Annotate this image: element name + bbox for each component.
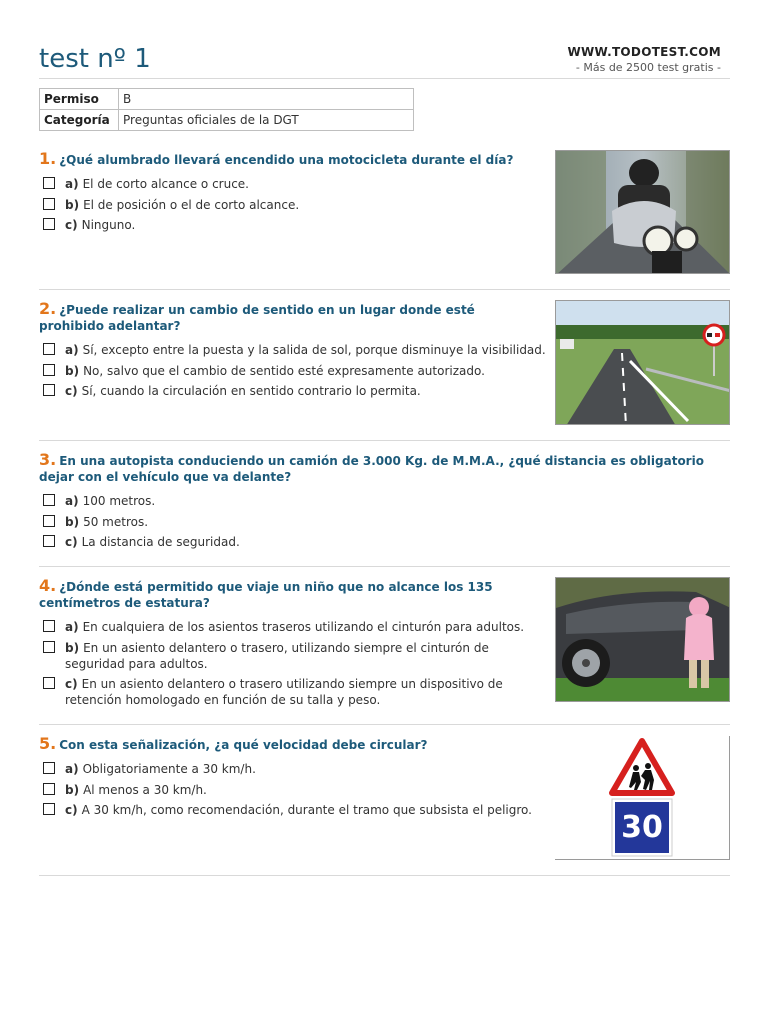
option-text: En cualquiera de los asientos traseros utilizando el cinturón para adultos. — [82, 620, 525, 634]
checkbox[interactable] — [43, 535, 55, 547]
checkbox[interactable] — [43, 198, 55, 210]
categoria-value: Preguntas oficiales de la DGT — [119, 110, 414, 131]
page-title: test nº 1 — [39, 44, 151, 74]
question-divider — [39, 566, 730, 567]
option-letter: b) — [65, 363, 80, 378]
answer-options — [39, 493, 539, 550]
option-letter: c) — [65, 803, 78, 817]
option-letter: a) — [65, 177, 79, 191]
question-divider — [39, 440, 730, 441]
traffic-signs-figure — [555, 736, 730, 860]
answer-option-b[interactable] — [39, 363, 549, 379]
option-letter: a) — [65, 762, 79, 776]
answer-options — [39, 176, 539, 233]
option-letter: c) — [65, 535, 78, 549]
answer-option-b[interactable] — [39, 782, 549, 798]
checkbox[interactable] — [43, 515, 55, 527]
children-warning-sign-icon — [612, 741, 672, 793]
categoria-label: Categoría — [40, 110, 119, 131]
checkbox[interactable] — [43, 803, 55, 815]
question-heading — [39, 452, 730, 485]
permiso-value: B — [119, 89, 414, 110]
option-text: A 30 km/h, como recomendación, durante el tramo que subsista el peligro. — [81, 803, 532, 817]
question-text: ¿Puede realizar un cambio de sentido en un lugar donde esté prohibido adelantar? — [39, 303, 475, 333]
answer-options — [39, 342, 549, 399]
option-text: Ninguno. — [81, 218, 136, 232]
question-heading — [39, 151, 529, 168]
meta-row-permiso — [40, 89, 414, 110]
option-letter: b) — [65, 640, 80, 655]
answer-option-b[interactable] — [39, 197, 539, 213]
option-letter: b) — [65, 197, 80, 212]
option-text: La distancia de seguridad. — [81, 535, 240, 549]
question-divider — [39, 289, 730, 290]
option-letter: b) — [65, 514, 80, 529]
option-text: El de corto alcance o cruce. — [82, 177, 249, 191]
option-letter: c) — [65, 677, 78, 691]
question-text: ¿Qué alumbrado llevará encendido una motocicleta durante el día? — [59, 153, 514, 167]
checkbox[interactable] — [43, 641, 55, 653]
answer-option-c[interactable] — [39, 802, 549, 818]
answer-option-c[interactable] — [39, 217, 539, 233]
option-text: En un asiento delantero o trasero, utilizando siempre el cinturón de seguridad para adultos. — [65, 640, 489, 671]
answer-option-b[interactable] — [39, 514, 539, 530]
option-text: Sí, excepto entre la puesta y la salida de sol, porque disminuye la visibilidad. — [82, 343, 546, 357]
question-number: 1. — [39, 149, 57, 168]
option-letter: b) — [65, 782, 80, 797]
question-number: 2. — [39, 299, 57, 318]
question-heading — [39, 578, 519, 611]
answer-option-a[interactable] — [39, 342, 549, 358]
option-text: No, salvo que el cambio de sentido esté expresamente autorizado. — [83, 363, 485, 378]
question-text: Con esta señalización, ¿a qué velocidad debe circular? — [59, 738, 428, 752]
checkbox[interactable] — [43, 494, 55, 506]
option-letter: a) — [65, 343, 79, 357]
answer-option-b[interactable] — [39, 640, 551, 672]
answer-option-a[interactable] — [39, 176, 539, 192]
answer-option-c[interactable] — [39, 383, 549, 399]
checkbox[interactable] — [43, 364, 55, 376]
site-url[interactable]: WWW.TODOTEST.COM — [567, 45, 721, 59]
meta-row-categoria — [40, 110, 414, 131]
question-number: 4. — [39, 576, 57, 595]
option-letter: c) — [65, 218, 78, 232]
option-text: Obligatoriamente a 30 km/h. — [82, 762, 256, 776]
checkbox[interactable] — [43, 620, 55, 632]
answer-option-a[interactable] — [39, 761, 549, 777]
question-divider — [39, 724, 730, 725]
answer-option-c[interactable] — [39, 534, 539, 550]
site-tagline: - Más de 2500 test gratis - — [575, 61, 721, 74]
question-divider — [39, 875, 730, 876]
child-car-photo — [555, 577, 730, 702]
answer-option-a[interactable] — [39, 493, 539, 509]
header-divider — [39, 78, 730, 79]
site-branding — [567, 45, 721, 74]
question-number: 5. — [39, 734, 57, 753]
option-letter: a) — [65, 620, 79, 634]
option-text: Al menos a 30 km/h. — [83, 782, 207, 797]
option-text: En un asiento delantero o trasero utilizando siempre un dispositivo de retención homologado en función de su talla y peso. — [65, 677, 503, 707]
answer-options — [39, 761, 549, 818]
checkbox[interactable] — [43, 343, 55, 355]
answer-options — [39, 619, 551, 708]
checkbox[interactable] — [43, 384, 55, 396]
motorcycle-photo — [555, 150, 730, 274]
option-letter: a) — [65, 494, 79, 508]
speed-limit-value: 30 — [621, 810, 663, 845]
option-text: El de posición o el de corto alcance. — [83, 197, 300, 212]
question-heading — [39, 736, 539, 753]
answer-option-a[interactable] — [39, 619, 551, 635]
question-number: 3. — [39, 450, 57, 469]
question-text: ¿Dónde está permitido que viaje un niño que no alcance los 135 centímetros de estatura? — [39, 580, 493, 610]
answer-option-c[interactable] — [39, 676, 551, 708]
option-text: 100 metros. — [82, 494, 156, 508]
checkbox[interactable] — [43, 783, 55, 795]
option-text: 50 metros. — [83, 514, 149, 529]
checkbox[interactable] — [43, 218, 55, 230]
checkbox[interactable] — [43, 177, 55, 189]
checkbox[interactable] — [43, 677, 55, 689]
question-heading — [39, 301, 539, 334]
permiso-label: Permiso — [40, 89, 119, 110]
option-text: Sí, cuando la circulación en sentido contrario lo permita. — [81, 384, 421, 398]
question-text: En una autopista conduciendo un camión de 3.000 Kg. de M.M.A., ¿qué distancia es obligatorio dejar con el vehículo que va delante? — [39, 454, 704, 484]
test-meta-table — [39, 88, 414, 131]
road-no-overtaking-photo — [555, 300, 730, 425]
option-letter: c) — [65, 384, 78, 398]
question-3 — [39, 452, 730, 555]
checkbox[interactable] — [43, 762, 55, 774]
